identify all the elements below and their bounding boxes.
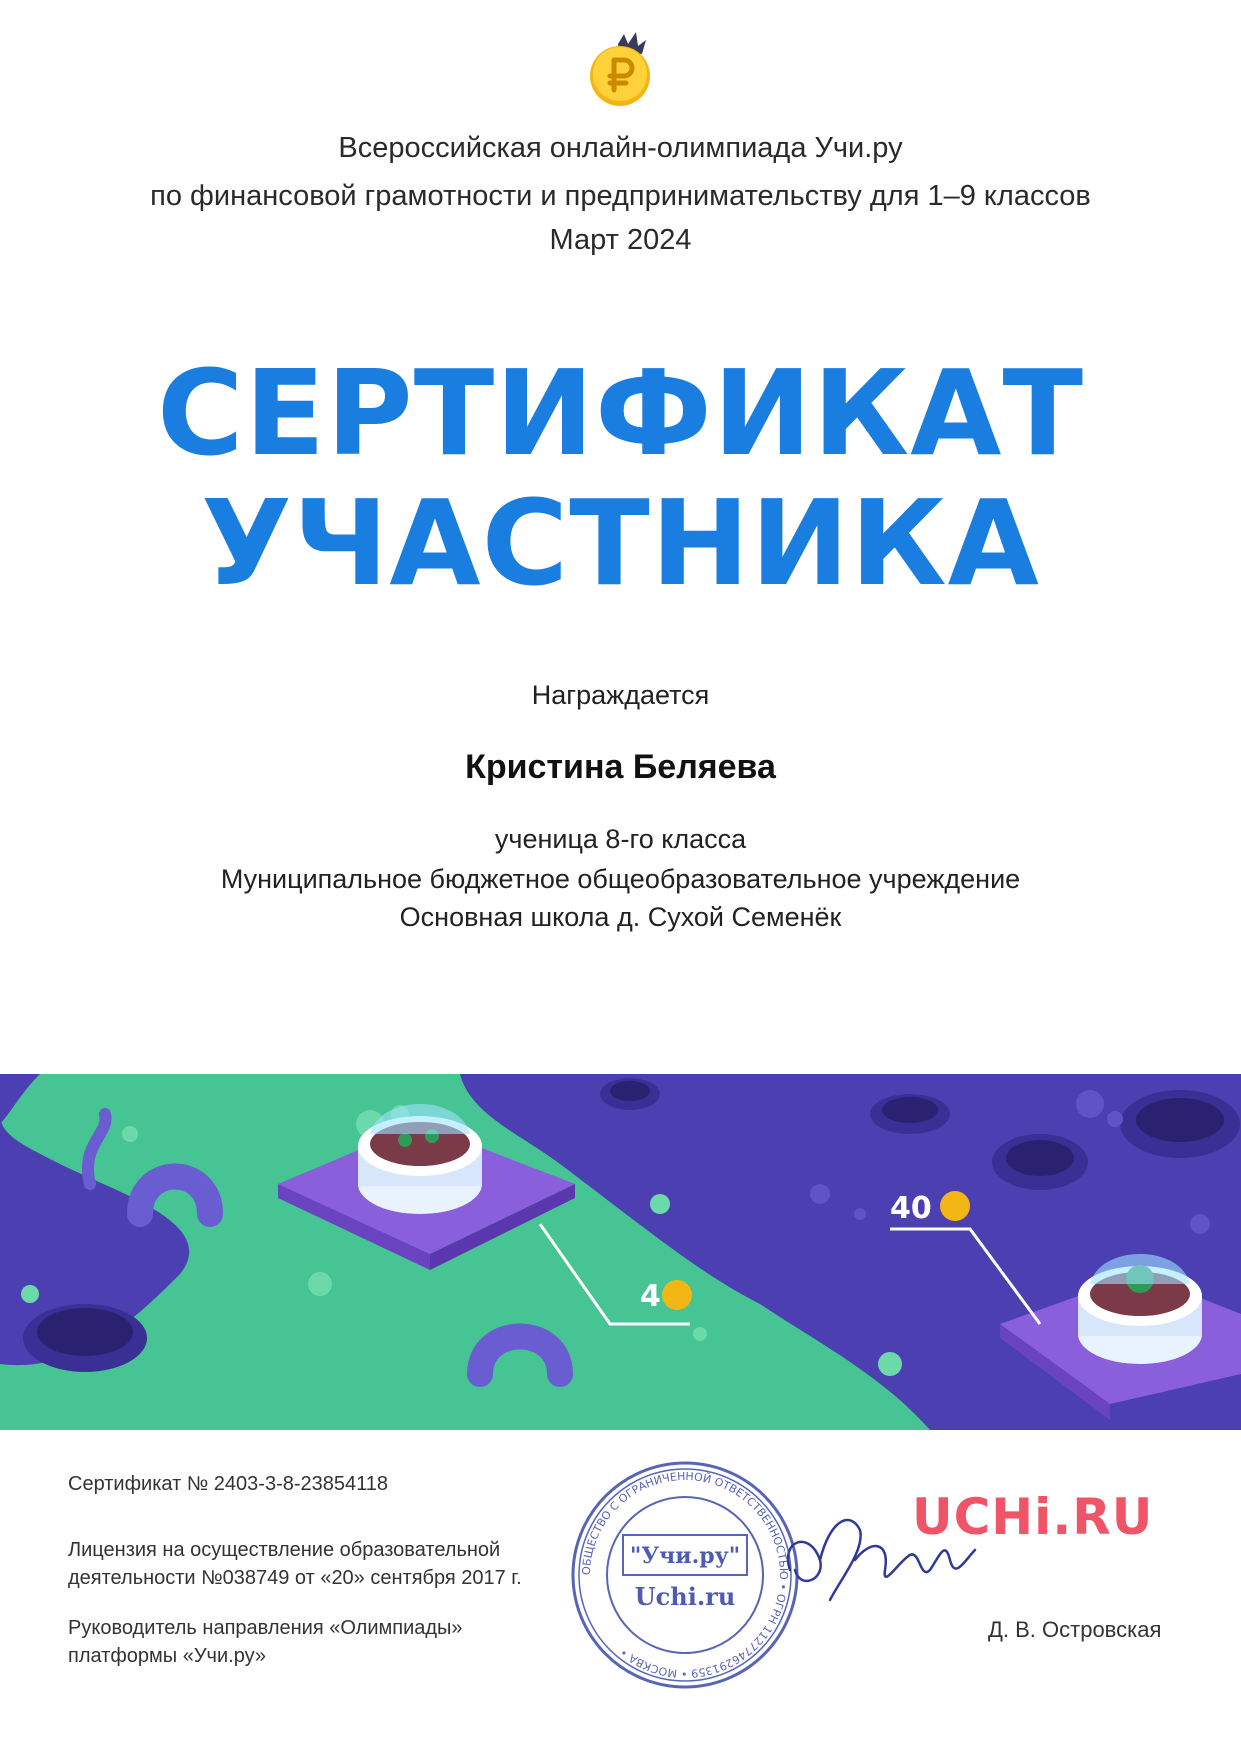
svg-text:Uchi.ru: Uchi.ru (634, 1582, 736, 1611)
certificate-number: Сертификат № 2403-3-8-23854118 (68, 1473, 389, 1495)
license-line1: Лицензия на осуществление образовательной (68, 1539, 501, 1561)
olympiad-title: Всероссийская онлайн-олимпиада Учи.ру (338, 132, 903, 164)
head-position-line2: платформы «Учи.ру» (68, 1645, 266, 1667)
svg-text:"Учи.ру": "Учи.ру" (629, 1543, 741, 1569)
license-line2: деятельности №038749 от «20» сентября 2017 г. (68, 1567, 522, 1589)
olympiad-date: Март 2024 (549, 224, 692, 256)
game-map-illustration (0, 1074, 1241, 1430)
certificate-title-line1: СЕРТИФИКАТ (157, 344, 1084, 482)
coin-count-large: 40 (890, 1191, 932, 1226)
awarded-label: Награждается (531, 680, 710, 710)
school-name-line2: Основная школа д. Сухой Семенёк (399, 902, 842, 932)
company-seal-stamp (565, 1455, 805, 1695)
recipient-name: Кристина Беляева (465, 748, 776, 786)
head-position-line1: Руководитель направления «Олимпиады» (68, 1617, 463, 1639)
coin-icon (940, 1191, 970, 1221)
certificate-title-line2: УЧАСТНИКА (200, 474, 1041, 612)
school-name-line1: Муниципальное бюджетное общеобразовательное учреждение (220, 864, 1021, 894)
svg-text:ОБЩЕСТВО С ОГРАНИЧЕННОЙ ОТВЕТС: ОБЩЕСТВО С ОГРАНИЧЕННОЙ ОТВЕТСТВЕННОСТЬЮ • ОГРН 1127746291359 • МОСКВА • (579, 1469, 791, 1681)
recipient-grade: ученица 8-го класса (494, 824, 747, 854)
coin-count-small: 4 (640, 1279, 661, 1314)
ruble-coin-icon (580, 30, 660, 110)
uchi-ru-logo: UCHi.RU (912, 1488, 1154, 1546)
signer-name: Д. В. Островская (988, 1617, 1162, 1642)
coin-icon (662, 1280, 692, 1310)
olympiad-subtitle: по финансовой грамотности и предпринимательству для 1–9 классов (150, 180, 1091, 212)
